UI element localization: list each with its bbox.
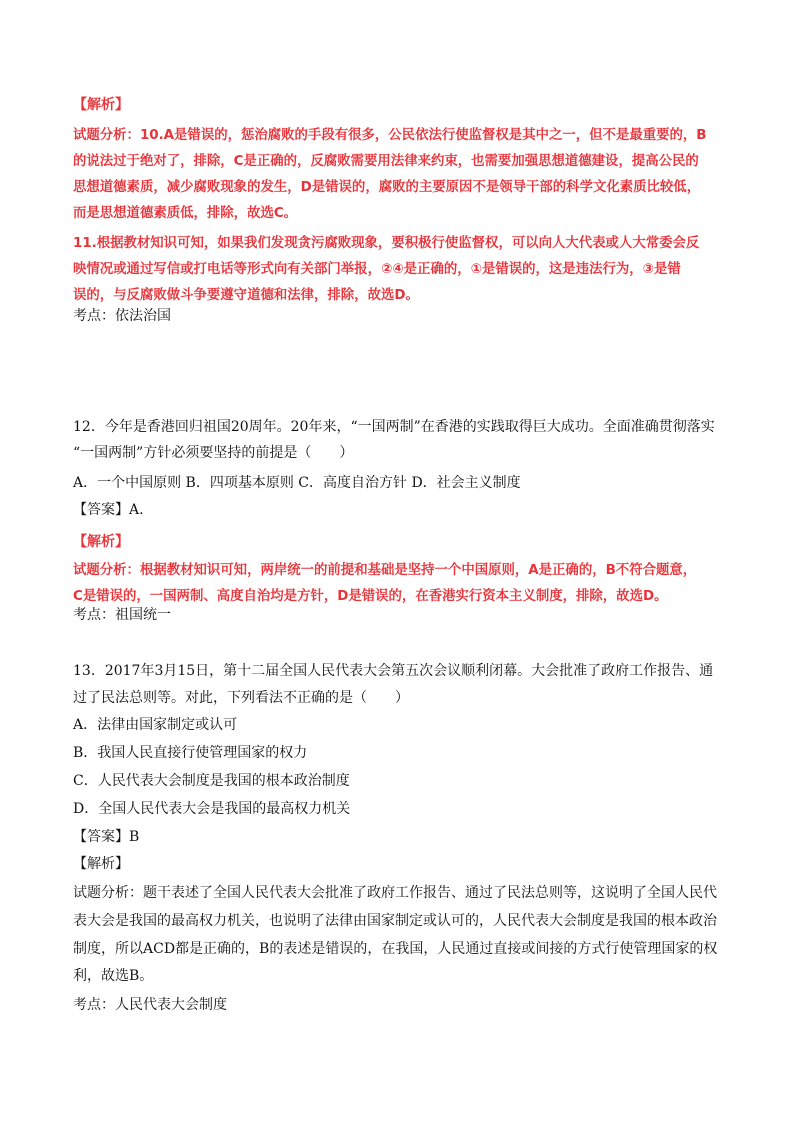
option-c: C．人民代表大会制度是我国的根本政治制度 bbox=[73, 773, 350, 789]
analysis-header: 【解析】 bbox=[73, 534, 129, 550]
analysis-line: C是错误的，一国两制、高度自治均是方针，D是错误的，在香港实行资本主义制度，排除，故选D。 bbox=[73, 589, 668, 604]
analysis-line: 而是思想道德素质低，排除，故选C。 bbox=[73, 206, 298, 221]
analysis-line: 11.根据教材知识可知，如果我们发现贪污腐败现象，要积极行使监督权，可以向人大代表或人大常委会反 bbox=[73, 236, 700, 251]
question-options: A．一个中国原则 B．四项基本原则 C．高度自治方针 D．社会主义制度 bbox=[73, 475, 521, 491]
answer: 【答案】B bbox=[73, 829, 140, 845]
analysis-header: 【解析】 bbox=[73, 97, 129, 113]
analysis-line: 的说法过于绝对了，排除，C是正确的，反腐败需要用法律来约束，也需要加强思想道德建设，提高公民的 bbox=[73, 154, 699, 169]
analysis-line: 映情况或通过写信或打电话等形式向有关部门举报，②④是正确的，①是错误的，这是违法行为，③是错 bbox=[73, 262, 681, 277]
question-stem: 13．2017年3月15日，第十二届全国人民代表大会第五次会议顺利闭幕。大会批准了政府工作报告、通 bbox=[73, 663, 714, 679]
analysis-line: 误的，与反腐败做斗争要遵守道德和法律，排除，故选D。 bbox=[73, 288, 419, 303]
analysis-line: 试题分析：根据教材知识可知，两岸统一的前提和基础是坚持一个中国原则，A是正确的，B不符合题意， bbox=[73, 563, 697, 578]
analysis-line: 表大会是我国的最高权力机关，也说明了法律由国家制定或认可的，人民代表大会制度是我国的根本政治 bbox=[73, 913, 717, 929]
option-a: A．法律由国家制定或认可 bbox=[73, 717, 238, 733]
analysis-line: 试题分析：10.A是错误的，惩治腐败的手段有很多，公民依法行使监督权是其中之一，但不是最重要的，B bbox=[73, 128, 707, 143]
kaodian: 考点：祖国统一 bbox=[73, 607, 171, 623]
question-stem: “一国两制”方针必须要坚持的前提是（ ） bbox=[73, 445, 354, 461]
analysis-line: 利，故选B。 bbox=[73, 968, 154, 984]
analysis-line: 试题分析：题干表述了全国人民代表大会批准了政府工作报告、通过了民法总则等，这说明了全国人民代 bbox=[73, 885, 717, 901]
analysis-line: 制度，所以ACD都是正确的，B的表述是错误的，在我国，人民通过直接或间接的方式行使管理国家的权 bbox=[73, 941, 718, 957]
analysis-line: 思想道德素质，减少腐败现象的发生，D是错误的，腐败的主要原因不是领导干部的科学文化素质比较低， bbox=[73, 180, 701, 195]
question-stem: 12．今年是香港回归祖国20周年。20年来，“一国两制”在香港的实践取得巨大成功。全面准确贯彻落实 bbox=[73, 419, 715, 435]
analysis-header: 【解析】 bbox=[73, 856, 129, 872]
answer: 【答案】A. bbox=[73, 502, 144, 518]
kaodian: 考点：依法治国 bbox=[73, 308, 171, 324]
option-b: B．我国人民直接行使管理国家的权力 bbox=[73, 745, 308, 761]
question-stem: 过了民法总则等。对此，下列看法不正确的是（ ） bbox=[73, 690, 409, 706]
kaodian: 考点：人民代表大会制度 bbox=[73, 997, 227, 1013]
option-d: D．全国人民代表大会是我国的最高权力机关 bbox=[73, 801, 351, 817]
